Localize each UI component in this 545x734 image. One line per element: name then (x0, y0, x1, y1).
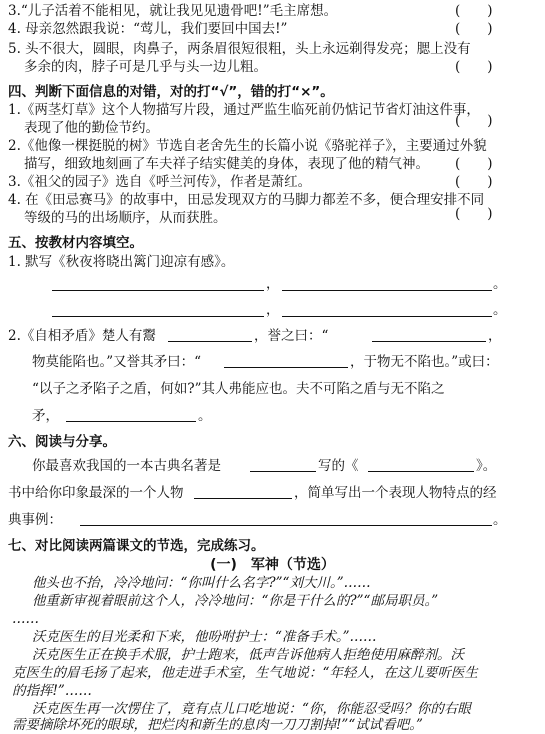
period-mark: 。 (493, 512, 507, 528)
passage-line: 他头也不抬，冷冷地问：“你叫什么名字?”“刘大川。”…… (32, 575, 371, 591)
passage-line: 沃克医生再一次愣住了，竟有点儿口吃地说：“你，你能忍受吗？你的右眼 (32, 701, 471, 717)
s5-q2-line2a: 物莫能陷也。”又誉其矛曰：“ (32, 354, 202, 370)
fill-blank[interactable] (168, 341, 252, 342)
s5-q2-line2b: ，于物无不陷也。”或曰： (350, 354, 499, 370)
answer-paren[interactable]: ( ) (455, 156, 493, 172)
section6-heading: 六、阅读与分享。 (8, 434, 116, 450)
period-mark: 。 (493, 276, 507, 292)
passage-line: …… (12, 611, 39, 627)
s4-item-2: 2.《他像一棵挺脱的树》节选自老舍先生的长篇小说《骆驼祥子》，主要通过外貌 (8, 138, 487, 154)
s3-item-5: 5. 头不很大，圆眼，肉鼻子，两条眉很短很粗，头上永远剃得发亮；腮上没有 (8, 41, 471, 57)
s3-item-4: 4. 母亲忽然跟我说：“莺儿，我们要回中国去!” (8, 21, 288, 37)
s3-item-5-cont: 多余的肉，脖子可是几乎与头一边儿粗。 (24, 59, 267, 75)
s5-q2-line4a: 矛， (32, 408, 59, 424)
poem-blank-line[interactable] (52, 290, 264, 291)
comma-mark: ， (266, 276, 280, 292)
passage-line: 的指挥!”…… (12, 683, 92, 699)
fill-blank[interactable] (80, 525, 492, 526)
poem-blank-line[interactable] (282, 316, 492, 317)
s3-item-3: 3.“儿子活着不能相见，就让我见见遗骨吧!”毛主席想。 (8, 3, 338, 19)
passage-line: 沃克医生的目光柔和下来，他吩咐护士：“准备手术。”…… (32, 629, 377, 645)
section4-heading: 四、判断下面信息的对错，对的打“√”，错的打“×”。 (8, 84, 334, 100)
comma-mark: ， (266, 302, 280, 318)
s4-item-3: 3.《祖父的园子》选自《呼兰河传》，作者是萧红。 (8, 174, 312, 190)
answer-paren[interactable]: ( ) (455, 174, 493, 190)
comma-mark: ， (488, 328, 502, 344)
answer-paren[interactable]: ( ) (455, 59, 493, 75)
period-mark: 。 (198, 408, 212, 424)
section7-heading: 七、对比阅读两篇课文的节选，完成练习。 (8, 538, 265, 554)
passage-title: (一) 军神（节选） (210, 557, 335, 573)
s4-item-1: 1.《两茎灯草》这个人物描写片段，通过严监生临死前仍惦记节省灯油这件事， (8, 102, 480, 118)
s4-item-4-cont: 等级的马的出场顺序，从而获胜。 (24, 210, 227, 226)
passage-line: 需要摘除坏死的眼球，把烂肉和新生的息肉一刀刀割掉!”“试试看吧。” (12, 717, 423, 733)
answer-paren[interactable]: ( ) (455, 21, 493, 37)
s4-item-4: 4. 在《田忌赛马》的故事中，田忌发现双方的马脚力都差不多，便合理安排不同 (8, 192, 485, 208)
s6-line2b: ，简单写出一个表现人物特点的经 (294, 485, 497, 501)
s6-line1a: 你最喜欢我国的一本古典名著是 (32, 458, 221, 474)
s5-q2-line1a: 2.《自相矛盾》楚人有鬻 (8, 328, 156, 344)
passage-line: 沃克医生正在换手术服，护士跑来，低声告诉他病人拒绝使用麻醉剂。沃 (32, 647, 464, 663)
fill-blank[interactable] (250, 471, 316, 472)
answer-paren[interactable]: ( ) (455, 3, 493, 19)
fill-blank[interactable] (66, 421, 196, 422)
section5-heading: 五、按教材内容填空。 (8, 235, 143, 251)
poem-blank-line[interactable] (282, 290, 492, 291)
s6-line1b: 写的《 (318, 458, 359, 474)
s6-line2a: 书中给你印象最深的一个人物 (8, 485, 184, 501)
fill-blank[interactable] (194, 498, 292, 499)
s6-line1c: 》。 (476, 458, 497, 474)
poem-blank-line[interactable] (52, 316, 264, 317)
s4-item-2-cont: 描写，细致地刻画了车夫祥子结实健美的身体，表现了他的精气神。 (24, 156, 429, 172)
s4-item-1-cont: 表现了他的勤俭节约。 (24, 120, 159, 136)
answer-paren[interactable]: ( ) (455, 113, 493, 129)
passage-line: 克医生的眉毛扬了起来，他走进手术室，生气地说：“年轻人，在这儿要听医生 (12, 665, 478, 681)
passage-line: 他重新审视着眼前这个人，冷冷地问：“你是干什么的?”“邮局职员。” (32, 593, 439, 609)
fill-blank[interactable] (224, 367, 348, 368)
answer-paren[interactable]: ( ) (455, 206, 493, 222)
s5-question-1: 1. 默写《秋夜将晓出篱门迎凉有感》。 (8, 254, 235, 270)
fill-blank[interactable] (372, 341, 486, 342)
s6-line3a: 典事例： (8, 512, 62, 528)
s5-q2-line3: “以子之矛陷子之盾，何如?”其人弗能应也。夫不可陷之盾与无不陷之 (32, 381, 445, 397)
period-mark: 。 (493, 302, 507, 318)
s5-q2-line1b: ，誉之曰：“ (254, 328, 329, 344)
fill-blank[interactable] (368, 471, 474, 472)
